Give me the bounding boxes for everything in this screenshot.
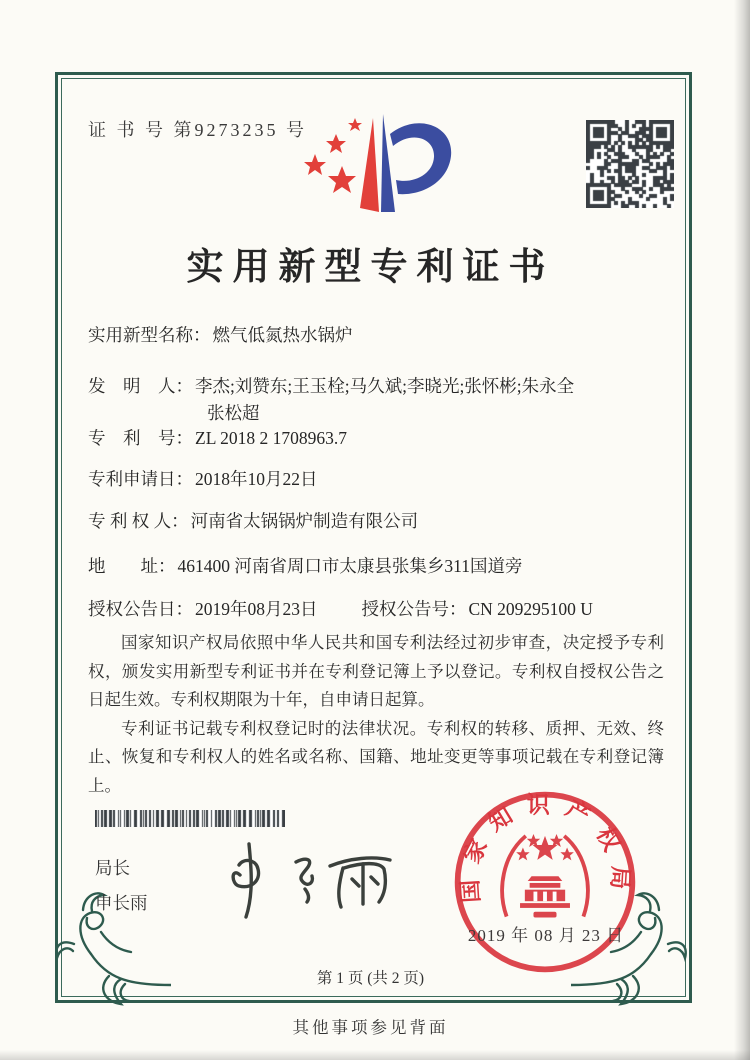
field-patentee-label: 专 利 权 人： xyxy=(88,511,189,531)
page-number: 第 1 页 (共 2 页) xyxy=(316,970,425,987)
field-inventors-value-line2: 张松超 xyxy=(207,403,260,423)
field-address xyxy=(88,553,666,580)
field-address-value: 461400 河南省周口市太康县张集乡311国道旁 xyxy=(177,556,523,576)
field-patentee xyxy=(88,508,666,535)
scan-edge-right xyxy=(734,0,750,1060)
legal-text xyxy=(88,629,664,800)
field-filing-date-value: 2018年10月22日 xyxy=(195,469,318,489)
field-grant-date-label: 授权公告日： xyxy=(88,599,193,619)
field-name-value: 燃气低氮热水锅炉 xyxy=(212,325,353,345)
field-grant xyxy=(88,596,666,623)
field-name xyxy=(88,322,666,349)
scan-edge-bottom xyxy=(0,1050,750,1060)
barcode-icon xyxy=(95,810,285,827)
field-grant-no-label: 授权公告号： xyxy=(361,599,467,619)
back-note: 其他事项参见背面 xyxy=(292,1018,449,1037)
field-filing-date xyxy=(88,466,666,493)
seal-date: 2019 年 08 月 23 日 xyxy=(467,926,625,945)
signer-name: 申长雨 xyxy=(95,893,148,913)
field-address-label: 地 址： xyxy=(88,556,176,576)
legal-paragraph-1: 国家知识产权局依照中华人民共和国专利法经过初步审查，决定授予专利权，颁发实用新型专利证书并在专利登记簿上予以登记。专利权自授权公告之日起生效。专利权期限为十年，自申请日起算。 xyxy=(88,633,664,709)
field-grant-no-value: CN 209295100 U xyxy=(468,599,593,619)
field-patent-no xyxy=(88,425,666,452)
field-filing-date-label: 专利申请日： xyxy=(88,469,193,489)
field-patent-no-value: ZL 2018 2 1708963.7 xyxy=(195,428,347,448)
field-grant-date-value: 2019年08月23日 xyxy=(195,599,318,619)
signature-icon xyxy=(212,831,408,927)
signer-block xyxy=(95,851,148,921)
field-inventors-label: 发 明 人： xyxy=(88,376,193,396)
certificate-number: 证 书 号 第9273235 号 xyxy=(88,120,307,140)
cnipa-logo-icon xyxy=(298,104,458,236)
field-patent-no-label: 专 利 号： xyxy=(88,428,193,448)
field-name-label: 实用新型名称： xyxy=(88,325,211,345)
qr-code-icon xyxy=(586,120,674,208)
signer-role: 局长 xyxy=(95,858,130,878)
field-inventors xyxy=(88,373,666,427)
cnipa-seal-icon xyxy=(449,786,641,978)
legal-paragraph-2: 专利证书记载专利权登记时的法律状况。专利权的转移、质押、无效、终止、恢复和专利权人的姓名或名称、国籍、地址变更等事项记载在专利登记簿上。 xyxy=(88,718,664,795)
seal-ring-text: 国家知识产权局 xyxy=(455,791,635,904)
certificate-title: 实用新型专利证书 xyxy=(186,247,555,288)
field-patentee-value: 河南省太锅锅炉制造有限公司 xyxy=(190,511,419,531)
field-inventors-value: 李杰;刘赞东;王玉栓;马久斌;李晓光;张怀彬;朱永全 xyxy=(195,376,575,396)
